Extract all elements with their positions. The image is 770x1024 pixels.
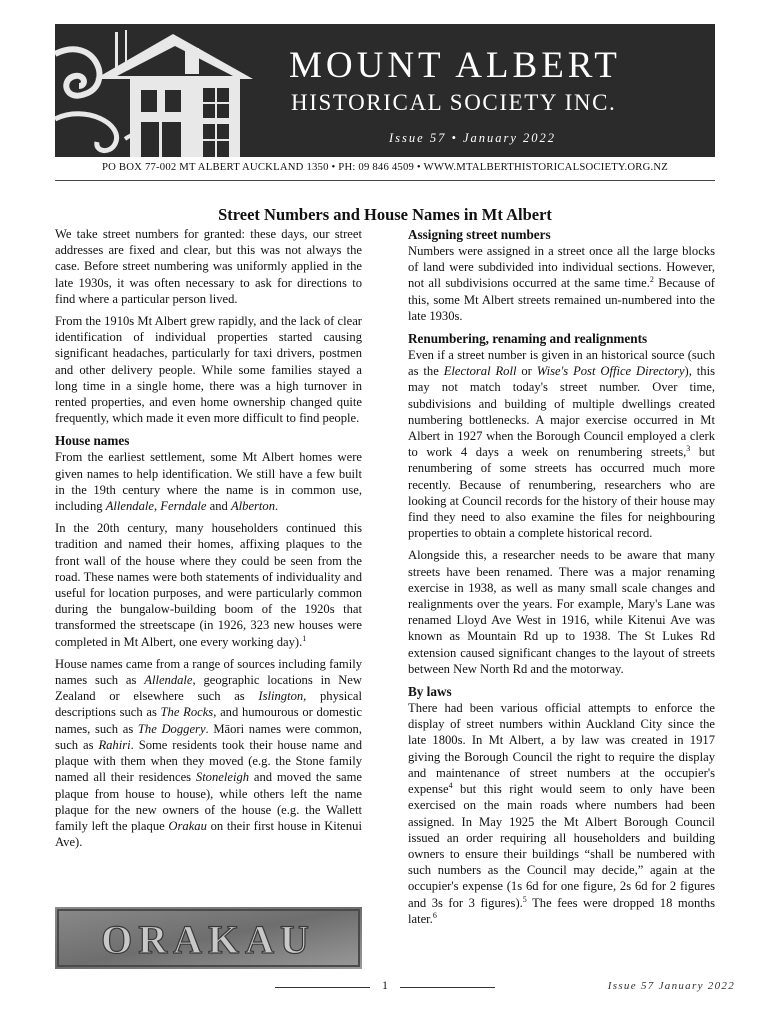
paragraph: Even if a street number is given in an historical source (such as the Electoral Roll or Wise's Post Office Directory), this may not match today's street number. Over time, subdivisions and building of multiple dwellings created numbering bottlenecks. A major exercise occurred in Mt Albert in 1927 when the Borough Council employed a clerk to work 4 days a week on renumbering streets,$^3$ but renumbering of some streets has occurred much more recently. Because of renumbering, researchers who are looking at Council records for the history of their house may find they need to also examine the files for neighbouring properties to obtain a complete historical record. <box>408 348 715 541</box>
society-subtitle: HISTORICAL SOCIETY INC. <box>291 90 617 115</box>
society-title: MOUNT ALBERT <box>289 45 621 86</box>
article-title: Street Numbers and House Names in Mt Albert <box>218 205 552 224</box>
footnote-ref: 6 <box>432 910 437 920</box>
right-column <box>408 226 715 933</box>
paragraph: Numbers were assigned in a street once all the large blocks of land were subdivided into individual sections. However, not all subdivisions occurred at the same time.$^2$ Because of this, some Mt Albert streets remained un-numbered into the late 1930s. <box>408 244 715 323</box>
paragraph: Alongside this, a researcher needs to be aware that many streets have been renamed. There was a major renaming exercise in 1938, as well as many small scale changes and realignments over the years. For example, Mary's Lane was renamed Lloyd Ave West in 1916, while Kitenui Ave was known as Mountain Rd up to 1938. The St Lukes Rd extension caused significant changes to the layout of streets between New North Rd and the motorway. <box>408 548 715 676</box>
paragraph: From the earliest settlement, some Mt Albert homes were given names to help identification. We still have a few built in the 19th century where the name is in common use, including Allendale, Ferndale and Alberton. <box>55 450 362 514</box>
paragraph: House names came from a range of sources including family names such as Allendale, geographic locations in New Zealand or elsewhere such as Islington, physical descriptions such as The Rocks, and humourous or domestic names, such as The Doggery. Māori names were common, such as Rahiri. Some residents took their house name and plaque with them when they moved (e.g. the Stone family named all their residences Stoneleigh and moved the same plaque from house to house), while others left the name plaque for the new owners of the house (e.g. the Wallett family left the plaque Orakau on their first house in Kitenui Ave). <box>55 656 363 850</box>
section-heading-house-names: House names <box>55 433 130 449</box>
footnote-ref: 1 <box>302 633 307 643</box>
footnote-ref: 3 <box>686 444 691 454</box>
paragraph: From the 1910s Mt Albert grew rapidly, and the lack of clear identification of individual properties started causing significant headaches, particularly for taxi drivers, postmen and other delivery people. While some families stayed a long time in a single home, there was a high turnover in rented properties, and even home ownership changed quite frequently, which made it even more difficult to find people. <box>55 314 362 426</box>
footer-rule-left <box>275 987 370 988</box>
footer-rule-right <box>400 987 495 988</box>
plaque-text: ORAKAU <box>101 917 315 962</box>
contact-line: PO BOX 77-002 MT ALBERT AUCKLAND 1350 • PH: 09 846 4509 • WWW.MTALBERTHISTORICALSOCIETY.ORG.NZ <box>101 161 669 173</box>
section-heading-bylaws: By laws <box>408 684 452 700</box>
paragraph: In the 20th century, many householders continued this tradition and named their homes, affixing plaques to the front wall of the house where they could be seen from the road. These names were both statements of individuality and useful for location purposes, and were particularly common during the bungalow-building boom of the 1920s that transformed the streetscape (in 1926, 323 new houses were completed in Mt Albert, one every working day).$^1$ <box>55 521 362 649</box>
footnote-ref: 5 <box>522 894 527 904</box>
masthead <box>55 24 715 157</box>
orakau-plaque-photo <box>55 907 362 969</box>
footer-issue: Issue 57 January 2022 <box>607 980 735 992</box>
house-logo-icon <box>55 24 275 157</box>
paragraph: We take street numbers for granted: these days, our street addresses are fixed and clear, but this was not always the case. Before street numbering was uniformly applied in the late 1930s, it was often necessary to ask for directions to find where a particular person lived. <box>55 227 362 306</box>
footnote-ref: 4 <box>448 780 453 790</box>
footnote-ref: 2 <box>649 275 654 285</box>
left-column <box>55 226 362 856</box>
header-divider <box>55 180 715 181</box>
page-number: 1 <box>382 980 388 992</box>
section-heading-renumbering: Renumbering, renaming and realignments <box>408 331 648 347</box>
paragraph: There had been various official attempts to enforce the display of street numbers within Auckland City since the late 1800s. In Mt Albert, a by law was created in 1917 giving the Borough Council the right to require the display and maintenance of street numbers at the occupier's expense$^4$ but this right would seem to only have been exercised on the main roads where numbers had been assigned. In May 1925 the Mt Albert Borough Council issued an order requiring all householders and building owners to ensure their buildings “shall be numbered with such numbers as the Council may decide,” again at the occupier's expense (1s 6d for one figure, 2s 6d for 2 figures and 3s for 3 figures).$^5$ The fees were dropped 18 months later.$^6$ <box>408 701 715 926</box>
issue-line: Issue 57 • January 2022 <box>389 131 557 145</box>
section-heading-assigning: Assigning street numbers <box>408 227 551 242</box>
